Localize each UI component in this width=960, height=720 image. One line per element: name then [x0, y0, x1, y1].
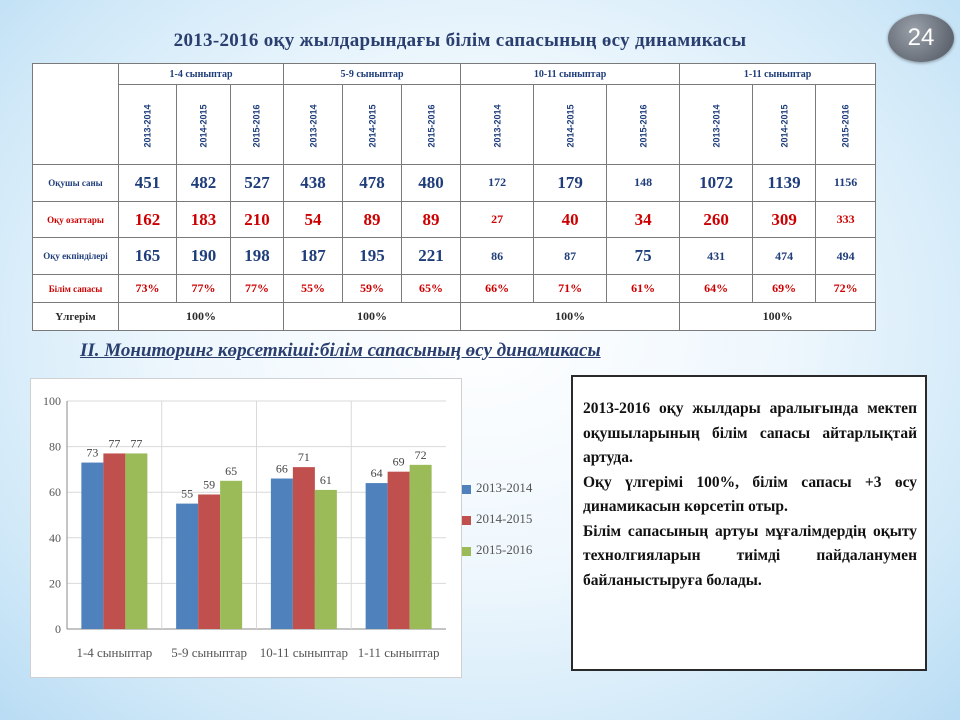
year-header: 2015-2016: [426, 103, 437, 148]
table-cell: 451: [119, 165, 177, 202]
bar: [410, 465, 432, 629]
year-header: 2013-2014: [492, 103, 503, 148]
table-row-students-4-5: [33, 201, 876, 238]
legend-label: 2014-2015: [476, 511, 533, 526]
table-cell: 54: [284, 201, 343, 238]
table-cell: 309: [753, 201, 816, 238]
table-cell: 55%: [284, 275, 343, 303]
row-label: Үлгерім: [33, 303, 119, 331]
chart-area: [30, 378, 462, 678]
table-cell: 1156: [816, 165, 876, 202]
table-cell: 221: [402, 238, 461, 275]
table-row-performance: [33, 303, 876, 331]
data-label: 66: [275, 461, 288, 476]
x-tick-label: 5-9 сыныптар: [171, 645, 248, 660]
year-header: 2013-2014: [142, 103, 153, 148]
table-cell: 72%: [816, 275, 876, 303]
year-header: 2014-2015: [198, 103, 209, 148]
table-cell: 474: [753, 238, 816, 275]
bar: [271, 479, 293, 629]
x-tick-label: 1-4 сыныптар: [76, 645, 153, 660]
table-cell: 89: [402, 201, 461, 238]
row-label: Оқу озаттары: [33, 201, 119, 238]
table-cell: 86: [461, 238, 534, 275]
table-cell: 87: [534, 238, 607, 275]
data-label: 69: [392, 454, 405, 469]
year-header: 2015-2016: [840, 103, 851, 148]
year-header: 2015-2016: [638, 103, 649, 148]
table-cell: 71%: [534, 275, 607, 303]
statistics-table: [32, 63, 876, 331]
legend-swatch: [462, 516, 471, 525]
table-cell: 64%: [680, 275, 753, 303]
table-cell: 187: [284, 238, 343, 275]
group-header: 10-11 сыныптар: [461, 64, 680, 85]
legend-item: [462, 480, 552, 498]
bar: [198, 494, 220, 629]
table-cell: 100%: [461, 303, 680, 331]
bar: [176, 504, 198, 629]
table-cell: 66%: [461, 275, 534, 303]
y-tick-label: 80: [49, 439, 61, 454]
table-cell: 210: [231, 201, 284, 238]
bar: [366, 483, 388, 629]
table-cell: 89: [343, 201, 402, 238]
table-cell: 34: [607, 201, 680, 238]
table-cell: 183: [177, 201, 231, 238]
x-tick-label: 1-11 сыныптар: [357, 645, 440, 660]
bar: [125, 453, 147, 629]
table-cell: 148: [607, 165, 680, 202]
group-header: 1-11 сыныптар: [680, 64, 876, 85]
table-row-quality: [33, 275, 876, 303]
legend-item: [462, 511, 552, 529]
y-tick-label: 0: [55, 622, 61, 636]
chart-legend: [462, 480, 552, 573]
note-paragraph: Білім сапасының артуы мұғалімдердің оқыту технолгияларын тиімді пайдаланумен байланыстыруға болады.: [583, 522, 917, 589]
table-cell: 480: [402, 165, 461, 202]
table-cell: 75: [607, 238, 680, 275]
table-cell: 27: [461, 201, 534, 238]
legend-item: [462, 542, 552, 560]
data-label: 77: [108, 436, 121, 451]
year-header: 2014-2015: [367, 103, 378, 148]
bar: [315, 490, 337, 629]
data-label: 55: [181, 486, 194, 501]
section-subtitle: ІІ. Мониторинг көрсеткіші:білім сапасының өсу динамикасы: [80, 340, 601, 361]
bar: [220, 481, 242, 629]
legend-swatch: [462, 547, 471, 556]
table-cell: 162: [119, 201, 177, 238]
data-label: 72: [414, 447, 427, 462]
table-cell: 438: [284, 165, 343, 202]
year-header: 2013-2014: [711, 103, 722, 148]
table-cell: 77%: [231, 275, 284, 303]
table-cell: 61%: [607, 275, 680, 303]
year-header: 2013-2014: [308, 103, 319, 148]
row-label: Оқушы саны: [33, 165, 119, 202]
table-cell: 190: [177, 238, 231, 275]
note-paragraph: Оқу үлгерімі 100%, білім сапасы +3 өсу динамикасын көрсетіп отыр.: [583, 473, 917, 515]
y-tick-label: 20: [49, 576, 61, 591]
slide-title: 2013-2016 оқу жылдарындағы білім сапасының өсу динамикасы: [173, 30, 747, 51]
legend-swatch: [462, 485, 471, 494]
bar: [103, 453, 125, 629]
bar: [388, 472, 410, 629]
year-header: 2014-2015: [565, 103, 576, 148]
table-cell: 65%: [402, 275, 461, 303]
bar: [81, 463, 103, 629]
table-cell: 527: [231, 165, 284, 202]
note-paragraph: 2013-2016 оқу жылдары аралығында мектеп оқушыларының білім сапасы айтарлықтай артуда.: [583, 400, 917, 466]
table-cell: 179: [534, 165, 607, 202]
year-header: 2015-2016: [252, 103, 263, 148]
table-cell: 59%: [343, 275, 402, 303]
table-cell: 69%: [753, 275, 816, 303]
data-label: 64: [370, 466, 383, 481]
table-cell: 100%: [119, 303, 284, 331]
x-tick-label: 10-11 сыныптар: [259, 645, 349, 660]
table-cell: 494: [816, 238, 876, 275]
table-cell: 40: [534, 201, 607, 238]
table-cell: 100%: [680, 303, 876, 331]
group-header: 5-9 сыныптар: [284, 64, 461, 85]
legend-label: 2013-2014: [476, 480, 533, 495]
bar-chart: [31, 379, 461, 677]
bar: [293, 467, 315, 629]
table-corner-cell: [33, 64, 119, 165]
data-label: 77: [130, 436, 143, 451]
y-tick-label: 100: [43, 394, 61, 408]
y-tick-label: 40: [49, 530, 61, 545]
table-cell: 195: [343, 238, 402, 275]
group-header: 1-4 сыныптар: [119, 64, 284, 85]
summary-note: [571, 375, 927, 671]
data-label: 71: [297, 450, 310, 465]
row-label: Оқу екпінділері: [33, 238, 119, 275]
table-cell: 198: [231, 238, 284, 275]
year-header: 2014-2015: [779, 103, 790, 148]
data-label: 65: [225, 463, 238, 478]
y-tick-label: 60: [49, 485, 61, 500]
table-row-students-4: [33, 238, 876, 275]
table-cell: 73%: [119, 275, 177, 303]
table-cell: 165: [119, 238, 177, 275]
table-cell: 478: [343, 165, 402, 202]
table-cell: 100%: [284, 303, 461, 331]
table-cell: 1072: [680, 165, 753, 202]
table-cell: 333: [816, 201, 876, 238]
table-cell: 482: [177, 165, 231, 202]
table-cell: 172: [461, 165, 534, 202]
row-label: Білім сапасы: [33, 275, 119, 303]
legend-label: 2015-2016: [476, 542, 533, 557]
data-label: 59: [203, 477, 216, 492]
table-cell: 431: [680, 238, 753, 275]
table-cell: 77%: [177, 275, 231, 303]
data-label: 61: [319, 472, 332, 487]
data-label: 73: [86, 445, 99, 460]
page-number-badge: 24: [888, 14, 954, 62]
table-cell: 260: [680, 201, 753, 238]
table-cell: 1139: [753, 165, 816, 202]
table-row-students: [33, 165, 876, 202]
